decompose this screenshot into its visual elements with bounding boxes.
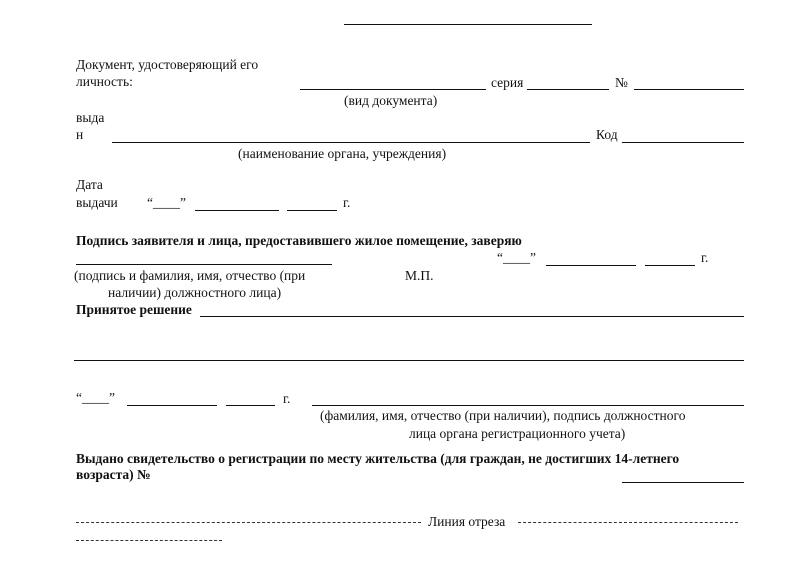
date-label-line1: Дата	[76, 177, 103, 192]
issue-year-suffix: г.	[343, 195, 351, 210]
series-label: серия	[491, 75, 524, 90]
official-signature-field[interactable]	[76, 264, 332, 265]
certificate-number-field[interactable]	[622, 482, 744, 483]
cut-line-label: Линия отреза	[428, 514, 506, 529]
doc-number-field[interactable]	[634, 89, 744, 90]
decision-month-field[interactable]	[127, 405, 217, 406]
certificate-line1: Выдано свидетельство о регистрации по месту жительства (для граждан, не достигших 14-летнего	[76, 451, 680, 466]
sign-year-field[interactable]	[645, 265, 695, 266]
code-field[interactable]	[622, 142, 744, 143]
doc-type-field[interactable]	[300, 89, 486, 90]
issue-month-field[interactable]	[195, 210, 279, 211]
issuing-org-field[interactable]	[112, 142, 590, 143]
issued-label-line2: н	[76, 127, 84, 142]
cut-line-continuation	[76, 540, 222, 541]
registrar-caption-line1: (фамилия, имя, отчество (при наличии), подпись должностного	[320, 408, 686, 423]
doc-label-line2: личность:	[76, 74, 133, 89]
certificate-line2: возраста) №	[76, 467, 151, 482]
official-caption-line1: (подпись и фамилия, имя, отчество (при	[74, 268, 306, 283]
official-caption-line2: наличии) должностного лица)	[108, 285, 282, 300]
top-blank-line	[344, 24, 592, 25]
decision-day-field[interactable]: “____”	[76, 390, 115, 405]
date-label-line2: выдачи	[76, 195, 118, 210]
registrar-caption-line2: лица органа регистрационного учета)	[409, 426, 626, 441]
decision-field-line2[interactable]	[74, 360, 744, 361]
doc-type-caption: (вид документа)	[344, 93, 438, 108]
cut-line-right	[518, 522, 738, 523]
registrar-signature-field[interactable]	[312, 405, 744, 406]
decision-label: Принятое решение	[76, 302, 192, 317]
org-caption: (наименование органа, учреждения)	[238, 146, 447, 161]
cut-line-left	[76, 522, 421, 523]
sign-month-field[interactable]	[546, 265, 636, 266]
decision-field-line1[interactable]	[200, 316, 744, 317]
stamp-label: М.П.	[405, 268, 434, 283]
code-label: Код	[596, 127, 618, 142]
decision-year-suffix: г.	[283, 391, 291, 406]
signature-heading: Подпись заявителя и лица, предоставившего жилое помещение, заверяю	[76, 233, 522, 248]
decision-year-field[interactable]	[226, 405, 275, 406]
issued-label-line1: выда	[76, 110, 105, 125]
series-field[interactable]	[527, 89, 609, 90]
number-sign: №	[615, 75, 628, 90]
sign-day-field[interactable]: “____”	[497, 250, 536, 265]
sign-year-suffix: г.	[701, 250, 709, 265]
doc-label-line1: Документ, удостоверяющий его	[76, 57, 259, 72]
issue-day-field[interactable]: “____”	[147, 195, 186, 210]
issue-year-field[interactable]	[287, 210, 337, 211]
